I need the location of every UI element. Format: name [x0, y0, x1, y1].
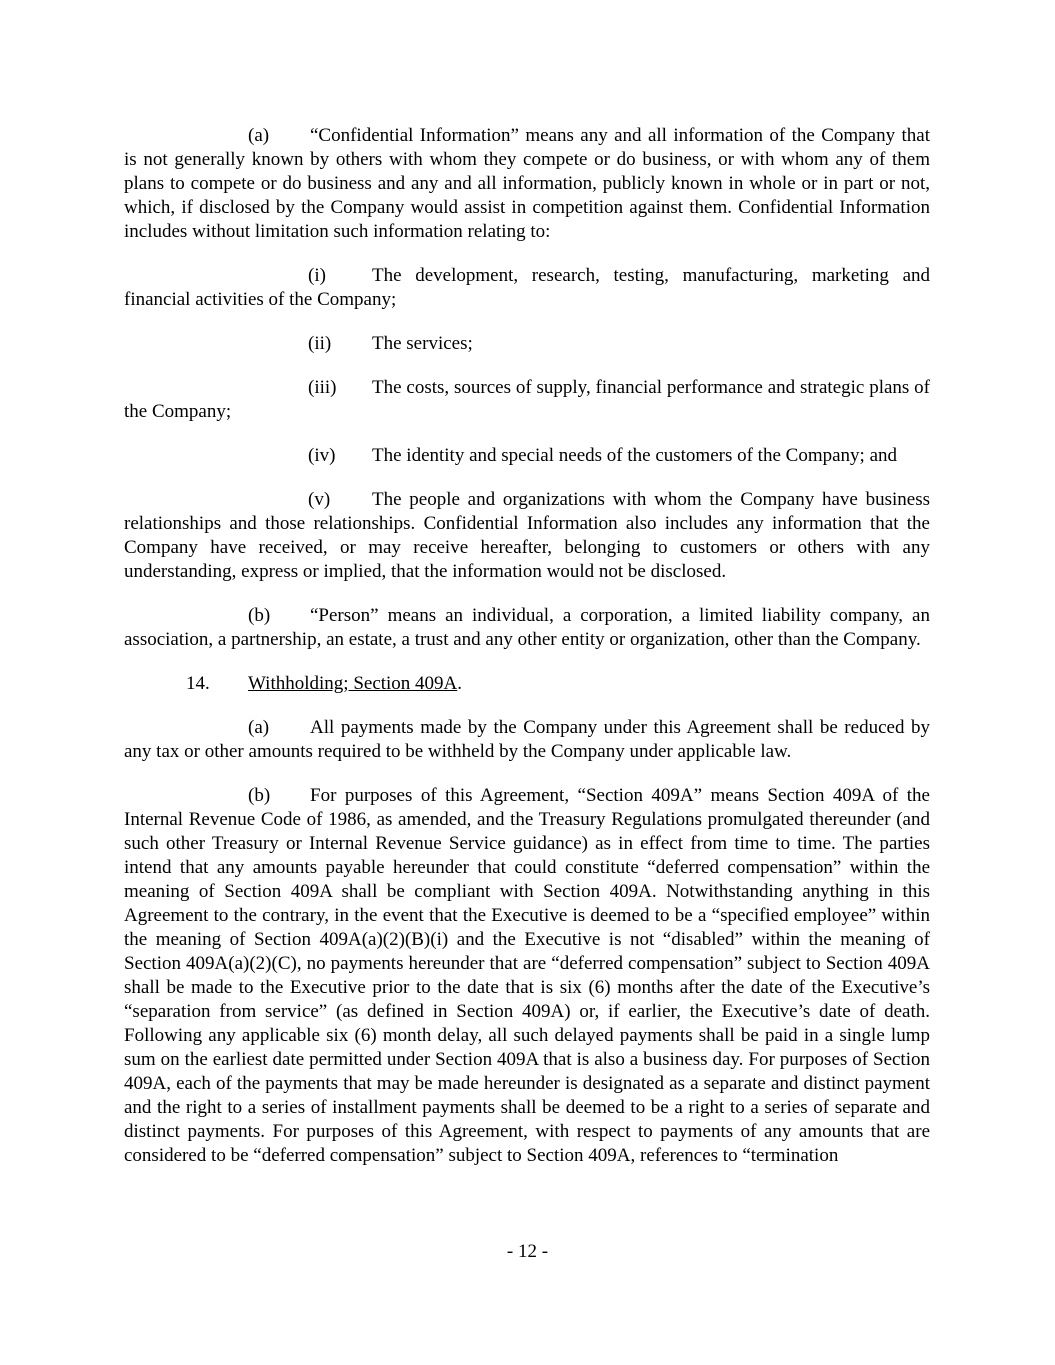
list-item-ii — [124, 332, 930, 356]
list-item-iii — [124, 376, 930, 424]
list-item-i — [124, 264, 930, 312]
list-item-v — [124, 488, 930, 584]
section-title: Withholding; Section 409A — [248, 673, 458, 694]
list-item-text: The identity and special needs of the customers of the Company; and — [372, 445, 897, 466]
paragraph-text: “Person” means an individual, a corporation, a limited liability company, an association, a partnership, an estate, a trust and any other entity or organization, other than the Company. — [124, 605, 930, 650]
list-item-label: (iii) — [308, 377, 337, 398]
paragraph-label: (a) — [248, 717, 270, 738]
list-item-label: (v) — [308, 489, 331, 510]
section-number: 14. — [186, 673, 210, 694]
paragraph-label: (b) — [248, 785, 271, 806]
page-number: - 12 - — [506, 1241, 549, 1262]
section-title-period: . — [457, 673, 463, 694]
paragraph-text: All payments made by the Company under this Agreement shall be reduced by any tax or other amounts required to be withheld by the Company under applicable law. — [124, 717, 930, 762]
paragraph-label: (b) — [248, 605, 271, 626]
paragraph-13a — [124, 124, 930, 244]
list-item-label: (ii) — [308, 333, 332, 354]
section-heading-14 — [124, 672, 930, 696]
list-item-iv — [124, 444, 930, 468]
paragraph-13b — [124, 604, 930, 652]
paragraph-text: “Confidential Information” means any and all information of the Company that is not generally known by others with whom they compete or do business, or with whom any of them plans to compete or do business and any and all information, publicly known in whole or in part or not, which, if disclosed by the Company would assist in competition against them. Confidential Information includes without limitation such information relating to: — [124, 125, 930, 242]
paragraph-text: For purposes of this Agreement, “Section 409A” means Section 409A of the Internal Revenue Code of 1986, as amended, and the Treasury Regulations promulgated thereunder (and such other Treasury or Internal Revenue Service guidance) as in effect from time to time. The parties intend that any amounts payable hereunder that could constitute “deferred compensation” within the meaning of Section 409A shall be compliant with Section 409A. Notwithstanding anything in this Agreement to the contrary, in the event that the Executive is deemed to be a “specified employee” within the meaning of Section 409A(a)(2)(B)(i) and the Executive is not “disabled” within the meaning of Section 409A(a)(2)(C), no payments hereunder that are “deferred compensation” subject to Section 409A shall be made to the Executive prior to the date that is six (6) months after the date of the Executive’s “separation from service” (as defined in Section 409A) or, if earlier, the Executive’s date of death. Following any applicable six (6) month delay, all such delayed payments shall be paid in a single lump sum on the earliest date permitted under Section 409A that is also a business day. For purposes of Section 409A, each of the payments that may be made hereunder is designated as a separate and distinct payment and the right to a series of installment payments shall be deemed to be a right to a series of separate and distinct payments. For purposes of this Agreement, with respect to payments of any amounts that are considered to be “deferred compensation” subject to Section 409A, references to “termination — [124, 785, 930, 1166]
list-item-text: The people and organizations with whom the Company have business relationships and those relationships. Confidential Information also includes any information that the Company have received, or may receive hereafter, belonging to customers or others with any understanding, express or implied, that the information would not be disclosed. — [124, 489, 930, 582]
list-item-text: The costs, sources of supply, financial performance and strategic plans of the Company; — [124, 377, 930, 422]
list-item-label: (i) — [308, 265, 326, 286]
paragraph-14a — [124, 716, 930, 764]
list-item-text: The services; — [372, 333, 473, 354]
paragraph-14b — [124, 784, 930, 1168]
paragraph-label: (a) — [248, 125, 270, 146]
list-item-label: (iv) — [308, 445, 336, 466]
list-item-text: The development, research, testing, manufacturing, marketing and financial activities of the Company; — [124, 265, 930, 310]
document-page — [124, 124, 930, 1168]
